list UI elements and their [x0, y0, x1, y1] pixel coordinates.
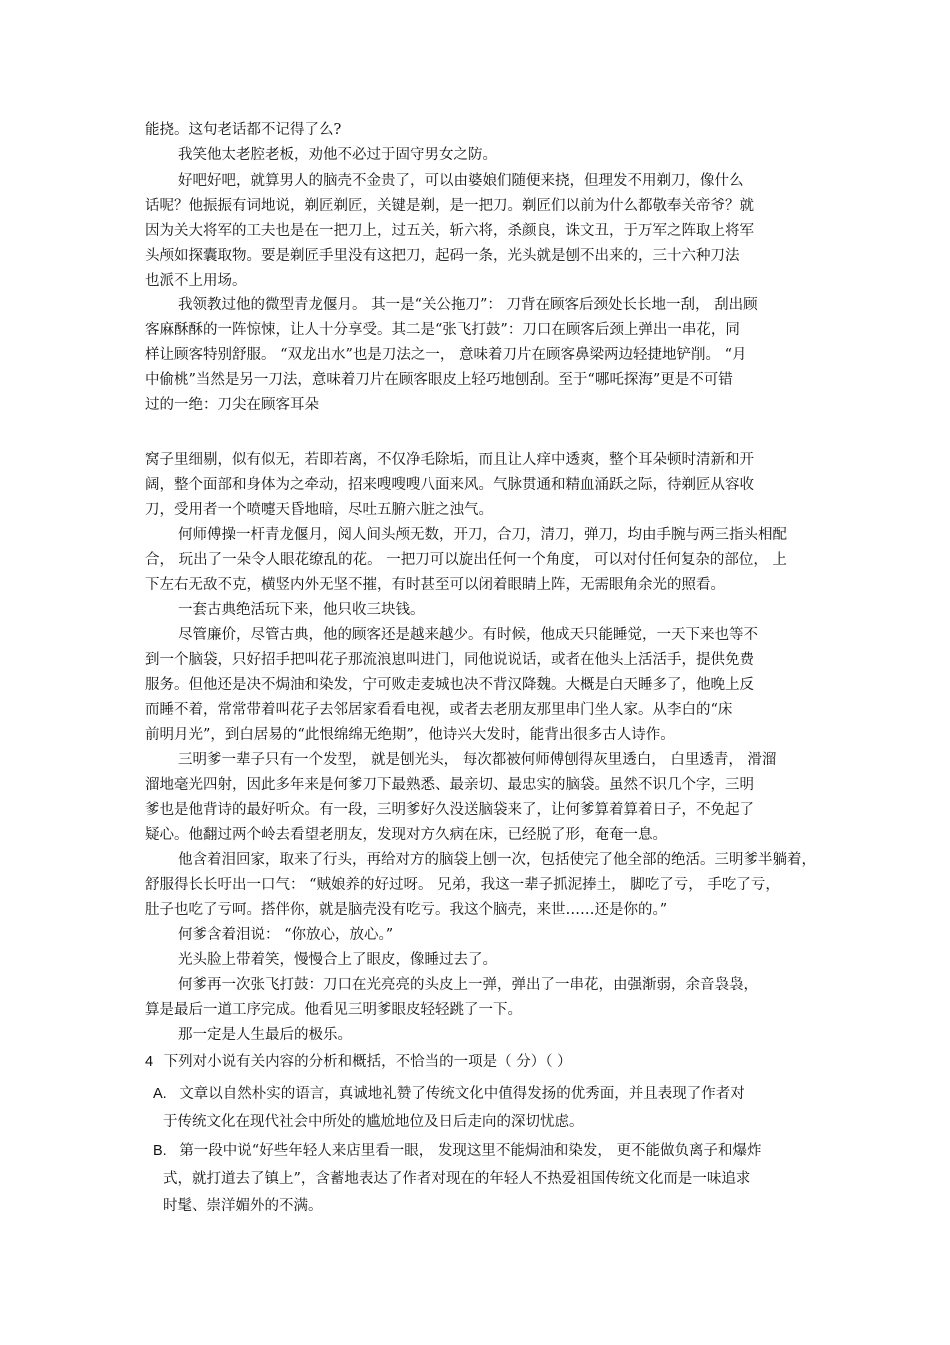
text-line: 他含着泪回家，取来了行头，再给对方的脑袋上刨一次，包括使完了他全部的绝活。三明爹半躺着， — [178, 852, 816, 868]
text-line: 我笑他太老腔老板，劝他不必过于固守男女之防。 — [178, 147, 497, 163]
question-stem — [145, 1053, 572, 1071]
text-line: 舒服得长长吁出一口气： “贼娘养的好过呀。 兄弟，我这一辈子抓泥捧土， 脚吃了亏， 手吃了亏， — [145, 877, 780, 893]
text-line: 而睡不着，常常带着叫花子去邻居家看看电视，或者去老朋友那里串门坐人家。从李白的“床 — [145, 702, 733, 718]
text-line: 服务。但他还是决不焗油和染发，宁可败走麦城也决不背汉降魏。大概是白天睡多了，他晚上反 — [145, 677, 754, 693]
option-b-text-cont: 式，就打道去了镇上”，含蓄地表达了作者对现在的年轻人不热爱祖国传统文化而是一味追求 — [163, 1171, 751, 1187]
text-line: 样让顾客特别舒服。 “双龙出水”也是刀法之一， 意味着刀片在顾客鼻梁两边轻捷地铲削。 “月 — [145, 347, 747, 363]
text-line: 好吧好吧，就算男人的脑壳不金贵了，可以由婆娘们随便来挠，但理发不用剃刀，像什么 — [178, 173, 744, 189]
text-line: 我领教过他的微型青龙偃月。 其一是“关公拖刀”： 刀背在顾客后颈处长长地一刮， 刮出顾 — [178, 297, 758, 313]
question-text: 下列对小说有关内容的分析和概括，不恰当的一项是（ 分）（ ） — [163, 1054, 572, 1070]
text-line: 到一个脑袋，只好招手把叫花子那流浪崽叫进门，同他说说话，或者在他头上活活手，提供免费 — [145, 652, 754, 668]
text-line: 溜地毫光四射，因此多年来是何爹刀下最熟悉、最亲切、最忠实的脑袋。虽然不识几个字，三明 — [145, 777, 754, 793]
option-b-text: 第一段中说“好些年轻人来店里看一眼， 发现这里不能焗油和染发， 更不能做负离子和爆炸 — [179, 1143, 762, 1159]
text-line: 合， 玩出了一朵令人眼花缭乱的花。 一把刀可以旋出任何一个角度， 可以对付任何复杂的部位， 上 — [145, 552, 787, 568]
text-line: 光头脸上带着笑，慢慢合上了眼皮，像睡过去了。 — [178, 952, 497, 968]
text-line: 刀，受用者一个喷嚏天昏地暗，尽吐五腑六脏之浊气。 — [145, 502, 493, 518]
text-line: 肚子也吃了亏呵。搭伴你，就是脑壳没有吃亏。我这个脑壳，来世……还是你的。” — [145, 902, 668, 918]
option-b-text-cont: 时髦、崇洋媚外的不满。 — [163, 1198, 323, 1214]
text-line: 下左右无敌不克，横竖内外无坚不摧，有时甚至可以闭着眼睛上阵，无需眼角余光的照看。 — [145, 577, 725, 593]
text-line: 尽管廉价，尽管古典，他的顾客还是越来越少。有时候，他成天只能睡觉，一天下来也等不 — [178, 627, 758, 643]
text-line: 能挠。这句老话都不记得了么? — [145, 122, 342, 138]
text-line: 中偷桃”当然是另一刀法，意味着刀片在顾客眼皮上轻巧地刨刮。至于“哪吒探海”更是不可错 — [145, 372, 733, 388]
text-line: 阔，整个面部和身体为之牵动，招来嗖嗖嗖八面来风。气脉贯通和精血涌跃之际，待剃匠从容收 — [145, 477, 754, 493]
text-line: 过的一绝：刀尖在顾客耳朵 — [145, 397, 319, 413]
text-line: 疑心。他翻过两个岭去看望老朋友，发现对方久病在床，已经脱了形，奄奄一息。 — [145, 827, 667, 843]
option-a-letter: A. — [153, 1086, 167, 1102]
option-b-letter: B. — [153, 1143, 167, 1159]
text-line: 算是最后一道工序完成。他看见三明爹眼皮轻轻跳了一下。 — [145, 1002, 522, 1018]
text-line: 因为关大将军的工夫也是在一把刀上，过五关，斩六将，杀颜良，诛文丑，于万军之阵取上将军 — [145, 223, 754, 239]
text-line: 爹也是他背诗的最好听众。有一段，三明爹好久没送脑袋来了，让何爹算着算着日子，不免起了 — [145, 802, 754, 818]
option-a-line — [153, 1085, 745, 1103]
option-a-text-cont: 于传统文化在现代社会中所处的尴尬地位及日后走向的深切忧虑。 — [163, 1114, 584, 1130]
text-line: 那一定是人生最后的极乐。 — [178, 1027, 352, 1043]
option-a-text: 文章以自然朴实的语言，真诚地礼赞了传统文化中值得发扬的优秀面，并且表现了作者对 — [179, 1086, 745, 1102]
text-line: 客麻酥酥的一阵惊悚，让人十分享受。其二是“张飞打鼓”：刀口在顾客后颈上弹出一串花，同 — [145, 322, 740, 338]
text-line: 何师傅操一杆青龙偃月，阅人间头颅无数，开刀，合刀，清刀，弹刀，均由手腕与两三指头相配 — [178, 527, 787, 543]
text-line: 前明月光”，到白居易的“此恨绵绵无绝期”，他诗兴大发时，能背出很多古人诗作。 — [145, 727, 675, 743]
text-line: 何爹再一次张飞打鼓：刀口在光亮亮的头皮上一弹，弹出了一串花，由强渐弱，余音袅袅， — [178, 977, 758, 993]
text-line: 话呢？他振振有词地说，剃匠剃匠，关键是剃，是一把刀。剃匠们以前为什么都敬奉关帝爷？就 — [145, 198, 754, 214]
text-line: 三明爹一辈子只有一个发型， 就是刨光头， 每次都被何师傅刨得灰里透白， 白里透青， 滑溜 — [178, 752, 777, 768]
question-number: 4 — [145, 1054, 154, 1070]
text-line: 窝子里细剔，似有似无，若即若离，不仅净毛除垢，而且让人痒中透爽，整个耳朵顿时清新和开 — [145, 452, 754, 468]
text-line: 也派不上用场。 — [145, 273, 247, 289]
text-line: 一套古典绝活玩下来，他只收三块钱。 — [178, 602, 425, 618]
option-b-line — [153, 1142, 761, 1160]
text-line: 头颅如探囊取物。要是剃匠手里没有这把刀，起码一条，光头就是刨不出来的，三十六种刀法 — [145, 248, 740, 264]
text-line: 何爹含着泪说： “你放心，放心。” — [178, 927, 394, 943]
